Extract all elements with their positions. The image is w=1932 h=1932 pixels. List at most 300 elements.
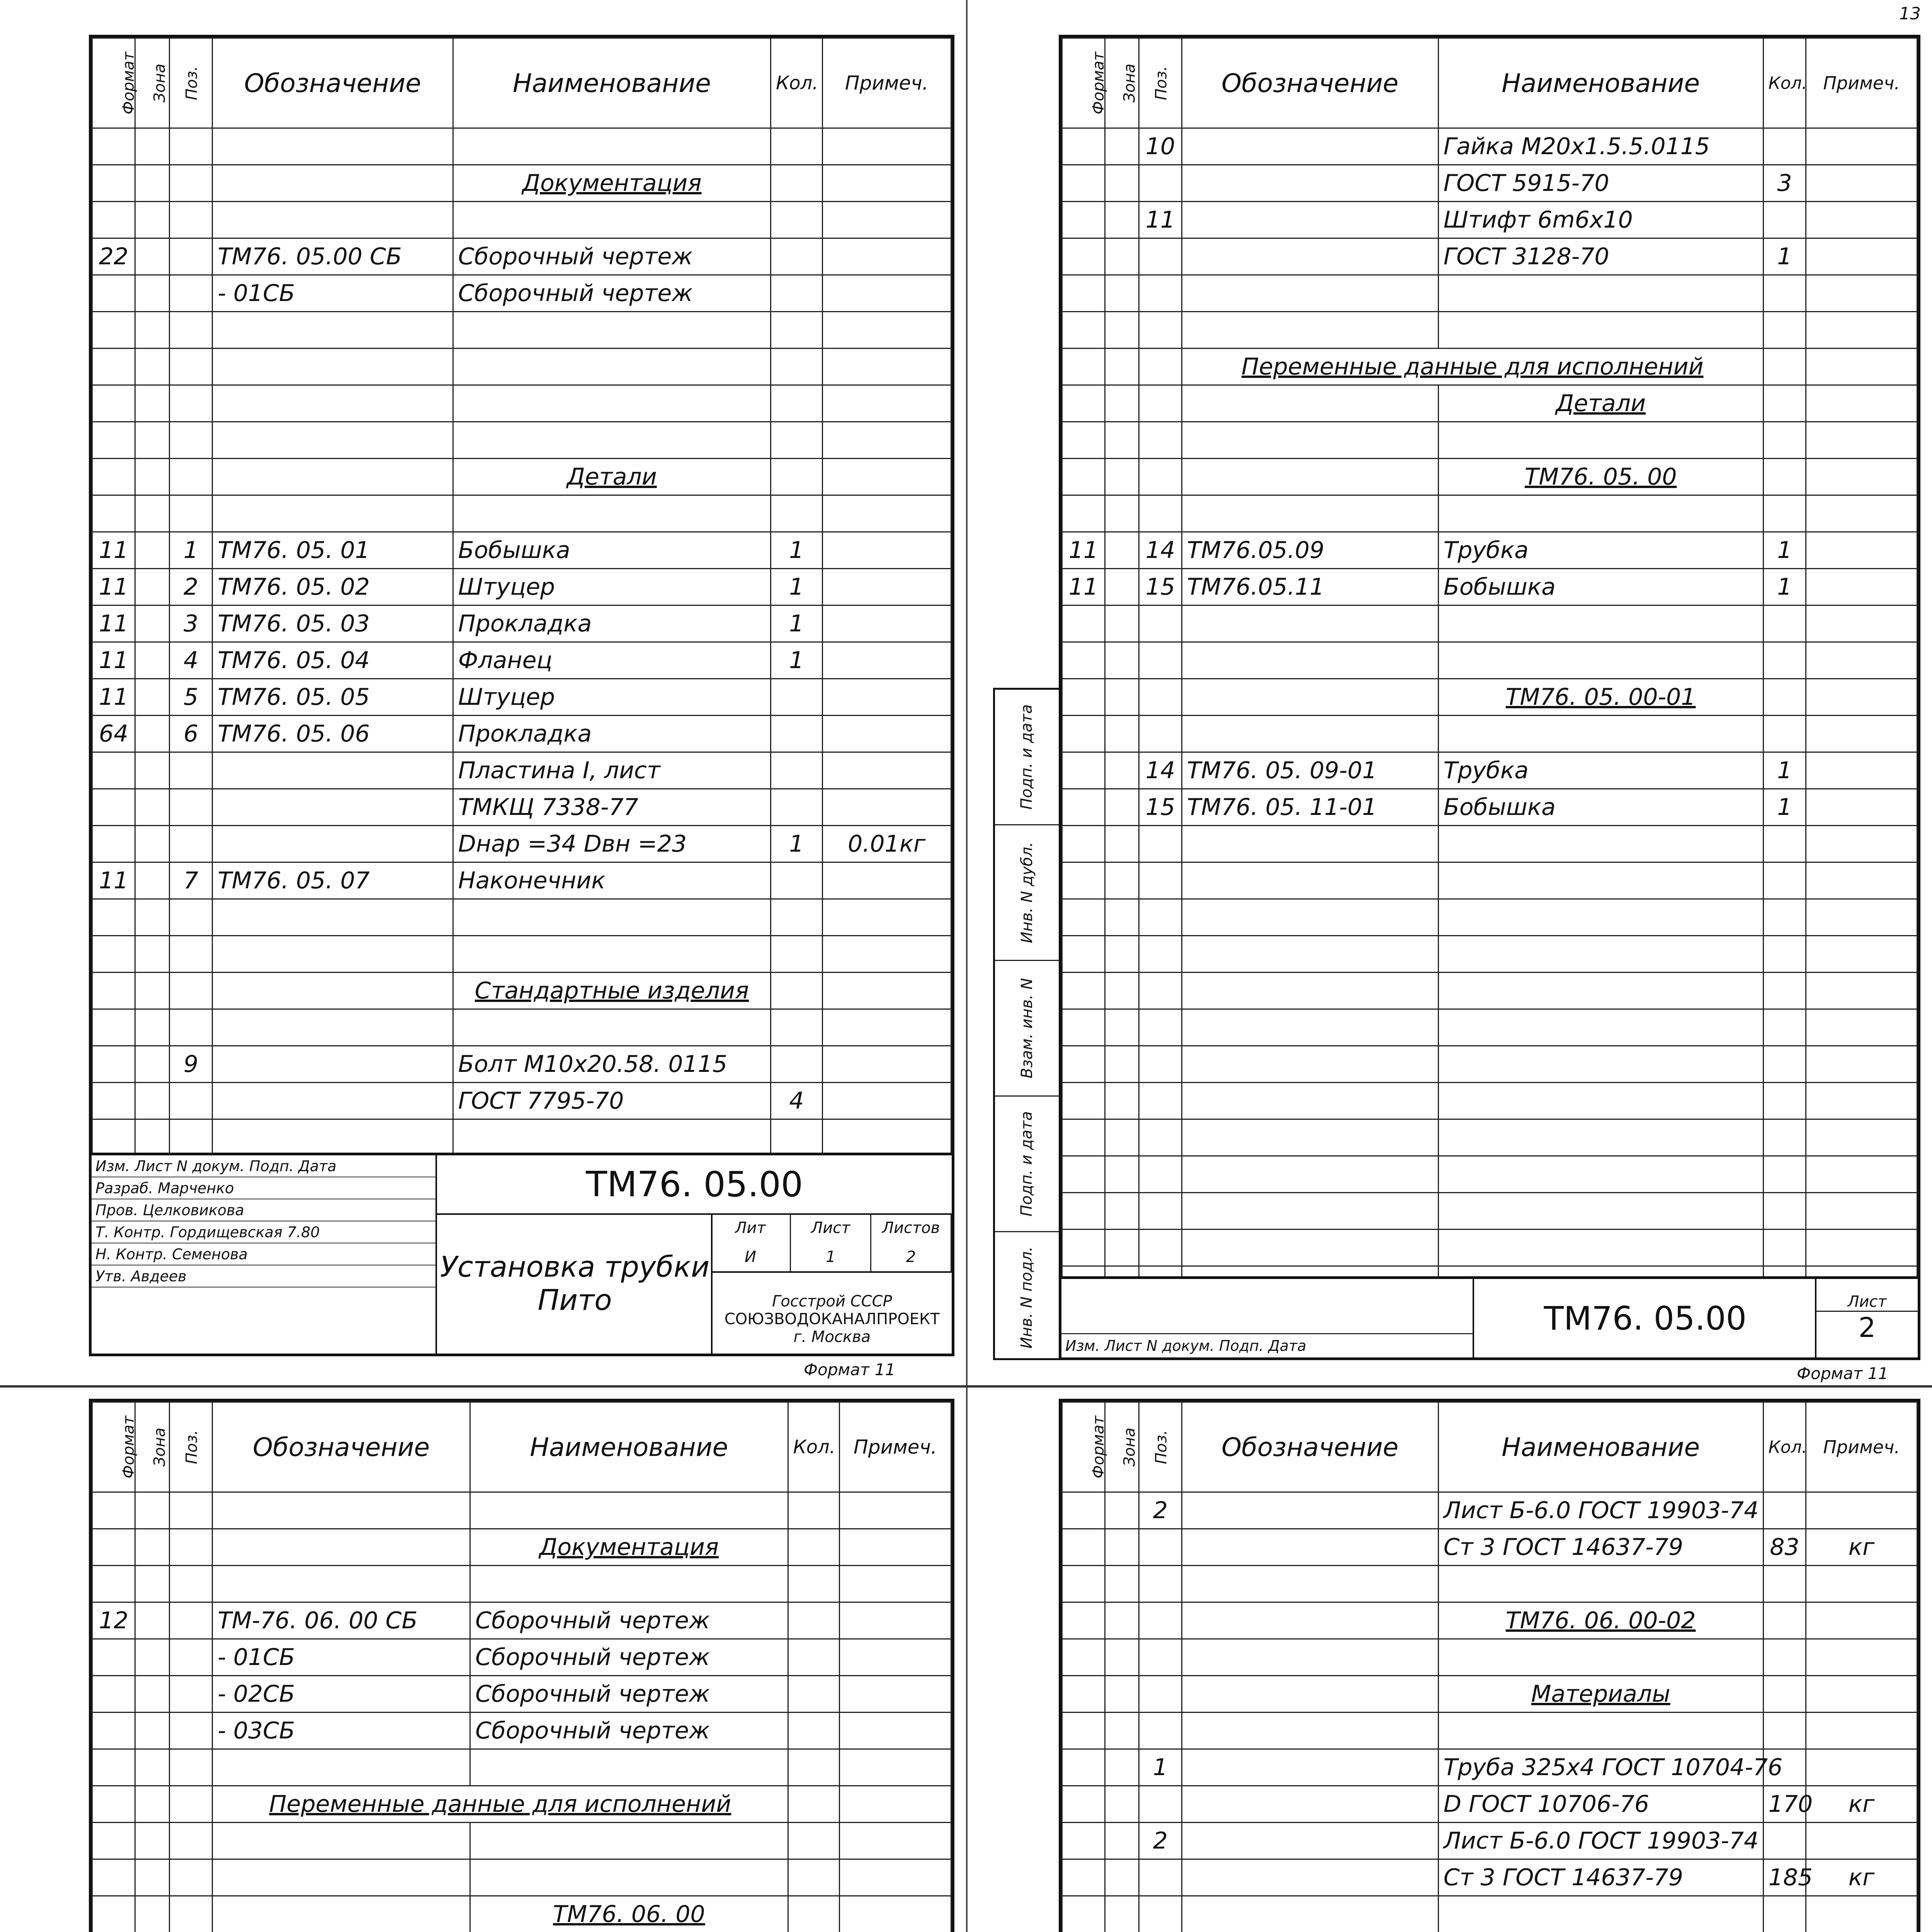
cell-name xyxy=(1438,1156,1763,1193)
cell-designation xyxy=(1182,422,1438,459)
cell-format xyxy=(92,1713,135,1749)
table-row xyxy=(1062,605,1917,642)
cell-format xyxy=(1062,679,1105,716)
cell-zone xyxy=(1105,1786,1139,1823)
cell-note xyxy=(1806,128,1917,165)
cell-format xyxy=(1062,1083,1105,1119)
cell-zone xyxy=(135,1896,170,1932)
cell-qty: 170 xyxy=(1763,1786,1806,1823)
cell-qty xyxy=(788,1859,839,1896)
cell-format xyxy=(1062,165,1105,202)
cell-zone xyxy=(135,128,170,165)
table-row xyxy=(1062,422,1917,459)
cell-format xyxy=(92,1083,135,1119)
cell-pos: 2 xyxy=(1139,1823,1182,1859)
cell-name xyxy=(1438,275,1763,312)
cell-qty: 1 xyxy=(771,826,822,862)
cell-designation xyxy=(1182,1639,1438,1676)
cell-pos xyxy=(170,349,213,385)
col-note: Примеч. xyxy=(1806,1402,1917,1492)
drawing-code: ТМ76. 05.00 xyxy=(1473,1279,1816,1357)
cell-designation xyxy=(213,1749,470,1786)
cell-name: ТМ76. 05. 00-01 xyxy=(1438,679,1763,716)
cell-pos xyxy=(1139,1046,1182,1083)
table-row xyxy=(92,936,951,973)
cell-designation xyxy=(1182,1230,1438,1266)
table-row xyxy=(1062,826,1917,862)
cell-designation xyxy=(1182,1083,1438,1119)
cell-qty xyxy=(1763,1676,1806,1713)
cell-zone xyxy=(1105,1749,1139,1786)
cell-name xyxy=(453,936,771,973)
cell-format xyxy=(1062,275,1105,312)
cell-note xyxy=(1806,1009,1917,1046)
cell-zone xyxy=(135,1119,170,1156)
cell-zone xyxy=(1105,312,1139,349)
col-note: Примеч. xyxy=(839,1402,951,1492)
cell-qty: 83 xyxy=(1763,1529,1806,1566)
cell-designation: ТМ76. 05.00 СБ xyxy=(213,238,453,275)
cell-pos xyxy=(170,1859,213,1896)
cell-qty: 1 xyxy=(771,642,822,679)
table-row xyxy=(1062,202,1917,238)
cell-designation xyxy=(1182,1566,1438,1602)
cell-note xyxy=(822,569,951,605)
cell-qty xyxy=(1763,716,1806,752)
org-name: СОЮЗВОДОКАНАЛПРОЕКТ xyxy=(724,1310,940,1328)
cell-pos xyxy=(170,936,213,973)
cell-format xyxy=(92,1529,135,1566)
cell-designation: - 02СБ xyxy=(213,1676,470,1713)
cell-note xyxy=(822,495,951,532)
spec-sheet-3 xyxy=(89,1399,954,1932)
table-row xyxy=(92,349,951,385)
table-row xyxy=(92,1713,951,1749)
cell-zone xyxy=(1105,1676,1139,1713)
spec-sheet-2 xyxy=(1059,35,1920,1360)
cell-format xyxy=(92,1492,135,1529)
cell-name xyxy=(470,1492,788,1529)
cell-format xyxy=(1062,1009,1105,1046)
cell-note xyxy=(1806,1492,1917,1529)
cell-designation xyxy=(1182,385,1438,422)
cell-name xyxy=(453,1009,771,1046)
cell-note xyxy=(1806,1713,1917,1749)
col-zone: Зона xyxy=(1105,38,1139,128)
format-label: Формат 11 xyxy=(1797,1364,1889,1383)
spec-table xyxy=(1061,37,1918,1303)
cell-format xyxy=(1062,1602,1105,1639)
cell-qty xyxy=(771,1009,822,1046)
table-row xyxy=(1062,1492,1917,1529)
cell-pos: 10 xyxy=(1139,128,1182,165)
cell-zone xyxy=(1105,1823,1139,1859)
cell-format xyxy=(1062,202,1105,238)
cell-qty xyxy=(771,862,822,899)
cell-format xyxy=(1062,973,1105,1009)
cell-designation: Переменные данные для исполнений xyxy=(213,1786,788,1823)
cell-pos xyxy=(170,1786,213,1823)
cell-zone xyxy=(135,642,170,679)
col-designation: Обозначение xyxy=(213,38,453,128)
cell-qty xyxy=(788,1566,839,1602)
cell-designation xyxy=(213,165,453,202)
table-row xyxy=(1062,1566,1917,1602)
cell-format: 11 xyxy=(1062,532,1105,569)
cell-format: 11 xyxy=(92,642,135,679)
table-row xyxy=(92,1602,951,1639)
cell-qty xyxy=(771,349,822,385)
cell-note xyxy=(822,789,951,826)
cell-designation xyxy=(1182,1749,1438,1786)
cell-note xyxy=(1806,495,1917,532)
cell-note xyxy=(839,1639,951,1676)
table-row xyxy=(92,1566,951,1602)
cell-format xyxy=(1062,312,1105,349)
cell-designation: ТМ76. 05. 07 xyxy=(213,862,453,899)
cell-note xyxy=(1806,973,1917,1009)
cell-qty xyxy=(771,459,822,495)
table-row xyxy=(92,789,951,826)
cell-zone xyxy=(135,569,170,605)
lit-sheet-grid xyxy=(711,1213,952,1273)
cell-name: Сборочный чертеж xyxy=(453,238,771,275)
cell-zone xyxy=(135,312,170,349)
cell-format xyxy=(1062,495,1105,532)
col-name: Наименование xyxy=(1438,38,1763,128)
signature-row: Утв. Авдеев xyxy=(92,1265,435,1287)
table-row xyxy=(92,1749,951,1786)
col-designation: Обозначение xyxy=(1182,38,1438,128)
cell-format xyxy=(92,1749,135,1786)
cell-qty: 1 xyxy=(1763,752,1806,789)
cell-zone xyxy=(135,973,170,1009)
cell-designation xyxy=(213,202,453,238)
table-row xyxy=(92,312,951,349)
cell-name: Бобышка xyxy=(453,532,771,569)
cell-designation: ТМ76. 05. 09-01 xyxy=(1182,752,1438,789)
cell-qty xyxy=(1763,1566,1806,1602)
cell-format xyxy=(92,422,135,459)
cell-qty xyxy=(771,679,822,716)
cell-pos xyxy=(1139,1786,1182,1823)
col-note: Примеч. xyxy=(1806,38,1917,128)
col-pos: Поз. xyxy=(170,38,213,128)
cell-zone xyxy=(135,349,170,385)
cell-note xyxy=(822,349,951,385)
cell-pos xyxy=(170,1749,213,1786)
spec-table xyxy=(1061,1401,1918,1932)
cell-pos xyxy=(170,752,213,789)
cell-format xyxy=(1062,385,1105,422)
cell-designation xyxy=(1182,1786,1438,1823)
cell-zone xyxy=(135,936,170,973)
table-row xyxy=(1062,1529,1917,1566)
cell-designation xyxy=(213,1896,470,1932)
cell-name: ТМ76. 05. 00 xyxy=(1438,459,1763,495)
cell-format xyxy=(92,275,135,312)
cell-zone xyxy=(1105,385,1139,422)
table-row xyxy=(92,1859,951,1896)
side-stamp xyxy=(993,688,1059,1360)
cell-designation xyxy=(1182,826,1438,862)
cell-qty xyxy=(1763,973,1806,1009)
cell-name xyxy=(470,1823,788,1859)
table-row xyxy=(92,1009,951,1046)
cell-qty: 1 xyxy=(1763,532,1806,569)
cell-pos xyxy=(170,1083,213,1119)
col-pos: Поз. xyxy=(170,1402,213,1492)
cell-pos: 1 xyxy=(170,532,213,569)
cell-format xyxy=(92,1786,135,1823)
cell-name: Трубка xyxy=(1438,532,1763,569)
cell-qty xyxy=(771,973,822,1009)
col-format: Формат xyxy=(1062,38,1105,128)
table-row xyxy=(1062,716,1917,752)
cell-qty xyxy=(771,752,822,789)
cell-note xyxy=(1806,1676,1917,1713)
col-name: Наименование xyxy=(1438,1402,1763,1492)
cell-name: Сборочный чертеж xyxy=(470,1713,788,1749)
sheet-label: Лист xyxy=(791,1213,871,1242)
cell-pos xyxy=(1139,605,1182,642)
cell-pos: 3 xyxy=(170,605,213,642)
col-format: Формат xyxy=(92,38,135,128)
cell-pos xyxy=(1139,1896,1182,1932)
cell-name: ТМ76. 06. 00-02 xyxy=(1438,1602,1763,1639)
cell-designation xyxy=(213,1529,470,1566)
revision-labels: Изм. Лист N докум. Подп. Дата xyxy=(1061,1333,1473,1357)
cell-name: Сборочный чертеж xyxy=(470,1639,788,1676)
cell-zone xyxy=(1105,1193,1139,1230)
cell-pos xyxy=(1139,679,1182,716)
cell-name: Штифт 6m6х10 xyxy=(1438,202,1763,238)
cell-note xyxy=(822,642,951,679)
cell-designation xyxy=(1182,202,1438,238)
cell-zone xyxy=(135,752,170,789)
cell-name xyxy=(1438,1713,1763,1749)
cell-pos: 4 xyxy=(170,642,213,679)
cell-name xyxy=(1438,936,1763,973)
cell-note: кг xyxy=(1806,1786,1917,1823)
cell-pos xyxy=(1139,899,1182,936)
cell-format xyxy=(1062,1566,1105,1602)
cell-note xyxy=(822,532,951,569)
cell-pos xyxy=(170,1823,213,1859)
cell-name: ГОСТ 7795-70 xyxy=(453,1083,771,1119)
cell-designation xyxy=(1182,1823,1438,1859)
cell-name xyxy=(453,202,771,238)
cell-format: 64 xyxy=(92,716,135,752)
cell-note: кг xyxy=(1806,1859,1917,1896)
cell-note xyxy=(822,459,951,495)
cell-qty: 1 xyxy=(1763,569,1806,605)
cell-name: Болт М10х20.58. 0115 xyxy=(453,1046,771,1083)
cell-pos xyxy=(1139,1119,1182,1156)
cell-qty xyxy=(771,936,822,973)
cell-designation: - 03СБ xyxy=(213,1713,470,1749)
cell-name xyxy=(1438,973,1763,1009)
table-row xyxy=(1062,1156,1917,1193)
cell-designation xyxy=(213,128,453,165)
table-row xyxy=(1062,1859,1917,1896)
cell-designation xyxy=(1182,973,1438,1009)
cell-designation xyxy=(213,1046,453,1083)
signature-row: Н. Контр. Семенова xyxy=(92,1243,435,1265)
cell-pos xyxy=(1139,275,1182,312)
signature-row: Изм. Лист N докум. Подп. Дата xyxy=(92,1155,435,1177)
cell-format xyxy=(1062,1896,1105,1932)
spec-sheet-1 xyxy=(89,35,954,1356)
cell-qty xyxy=(1763,459,1806,495)
table-row xyxy=(92,1083,951,1119)
cell-qty xyxy=(771,789,822,826)
title-block xyxy=(92,1153,952,1354)
cell-pos xyxy=(1139,495,1182,532)
cell-note xyxy=(1806,1749,1917,1786)
cell-qty xyxy=(771,899,822,936)
cell-pos xyxy=(170,1896,213,1932)
cell-pos: 15 xyxy=(1139,789,1182,826)
cell-pos xyxy=(1139,349,1182,385)
cell-designation: - 01СБ xyxy=(213,1639,470,1676)
table-row xyxy=(92,128,951,165)
cell-name: Гайка М20х1.5.5.0115 xyxy=(1438,128,1763,165)
table-row xyxy=(92,973,951,1009)
col-designation: Обозначение xyxy=(1182,1402,1438,1492)
cell-designation xyxy=(1182,936,1438,973)
cell-designation xyxy=(1182,1193,1438,1230)
table-row xyxy=(92,1823,951,1859)
cell-note xyxy=(822,1009,951,1046)
cell-designation: Переменные данные для исполнений xyxy=(1182,349,1763,385)
cell-format xyxy=(92,1639,135,1676)
cell-designation xyxy=(213,1119,453,1156)
cell-format xyxy=(1062,642,1105,679)
cell-name xyxy=(453,495,771,532)
cell-zone xyxy=(1105,1566,1139,1602)
cell-qty xyxy=(788,1602,839,1639)
cell-zone xyxy=(135,1492,170,1529)
cell-format xyxy=(1062,716,1105,752)
table-row xyxy=(92,716,951,752)
cell-designation xyxy=(213,1566,470,1602)
table-row xyxy=(1062,973,1917,1009)
cell-qty xyxy=(788,1823,839,1859)
cell-name xyxy=(453,349,771,385)
cell-qty xyxy=(1763,1823,1806,1859)
cell-format xyxy=(1062,899,1105,936)
table-row xyxy=(92,459,951,495)
cell-qty xyxy=(1763,1083,1806,1119)
cell-zone xyxy=(1105,716,1139,752)
cell-designation: ТМ76. 05. 06 xyxy=(213,716,453,752)
cell-note xyxy=(1806,1119,1917,1156)
signature-row: Разраб. Марченко xyxy=(92,1177,435,1199)
lit-value: И xyxy=(711,1242,791,1271)
cell-note xyxy=(839,1749,951,1786)
center-fold-vertical xyxy=(966,0,968,1932)
cell-designation: ТМ76. 05. 01 xyxy=(213,532,453,569)
cell-format xyxy=(92,1009,135,1046)
cell-zone xyxy=(135,1046,170,1083)
cell-zone xyxy=(1105,1492,1139,1529)
cell-designation xyxy=(213,826,453,862)
table-row xyxy=(1062,1896,1917,1932)
cell-pos: 7 xyxy=(170,862,213,899)
cell-pos xyxy=(170,826,213,862)
cell-format xyxy=(1062,1529,1105,1566)
cell-name: Стандартные изделия xyxy=(453,973,771,1009)
cell-qty xyxy=(771,128,822,165)
cell-note xyxy=(1806,1566,1917,1602)
cell-note xyxy=(1806,605,1917,642)
cell-qty xyxy=(771,495,822,532)
cell-format xyxy=(92,899,135,936)
cell-format xyxy=(1062,605,1105,642)
cell-qty xyxy=(1763,826,1806,862)
table-row xyxy=(1062,936,1917,973)
cell-zone xyxy=(135,1823,170,1859)
cell-note xyxy=(1806,1083,1917,1119)
cell-pos xyxy=(1139,1230,1182,1266)
cell-pos xyxy=(1139,936,1182,973)
table-row xyxy=(92,1639,951,1676)
cell-designation xyxy=(1182,312,1438,349)
table-row xyxy=(1062,495,1917,532)
cell-note xyxy=(822,716,951,752)
cell-format xyxy=(1062,1046,1105,1083)
cell-format: 11 xyxy=(1062,569,1105,605)
table-row xyxy=(92,752,951,789)
table-row xyxy=(1062,1083,1917,1119)
cell-format xyxy=(92,752,135,789)
cell-qty xyxy=(1763,862,1806,899)
cell-note xyxy=(1806,422,1917,459)
cell-name: Документация xyxy=(470,1529,788,1566)
cell-pos xyxy=(1139,642,1182,679)
cell-qty xyxy=(1763,495,1806,532)
cell-zone xyxy=(1105,1602,1139,1639)
cell-note xyxy=(822,1119,951,1156)
cell-zone xyxy=(1105,202,1139,238)
cell-zone xyxy=(1105,495,1139,532)
cell-format xyxy=(1062,752,1105,789)
cell-name: Детали xyxy=(1438,385,1763,422)
cell-zone xyxy=(135,1639,170,1676)
cell-zone xyxy=(135,1749,170,1786)
cell-pos: 2 xyxy=(170,569,213,605)
cell-name xyxy=(1438,422,1763,459)
cell-designation xyxy=(1182,605,1438,642)
cell-pos xyxy=(170,275,213,312)
cell-zone xyxy=(135,1859,170,1896)
cell-designation: ТМ76.05.09 xyxy=(1182,532,1438,569)
cell-format xyxy=(92,1823,135,1859)
table-row xyxy=(92,238,951,275)
spec-table xyxy=(92,1401,952,1932)
cell-note xyxy=(822,1046,951,1083)
table-row xyxy=(1062,312,1917,349)
col-name: Наименование xyxy=(453,38,771,128)
cell-designation xyxy=(1182,862,1438,899)
cell-pos xyxy=(170,495,213,532)
cell-format xyxy=(1062,1156,1105,1193)
cell-qty xyxy=(771,1046,822,1083)
cell-note xyxy=(1806,569,1917,605)
side-cell: Инв. N дубл. xyxy=(995,825,1059,961)
cell-format xyxy=(1062,1786,1105,1823)
